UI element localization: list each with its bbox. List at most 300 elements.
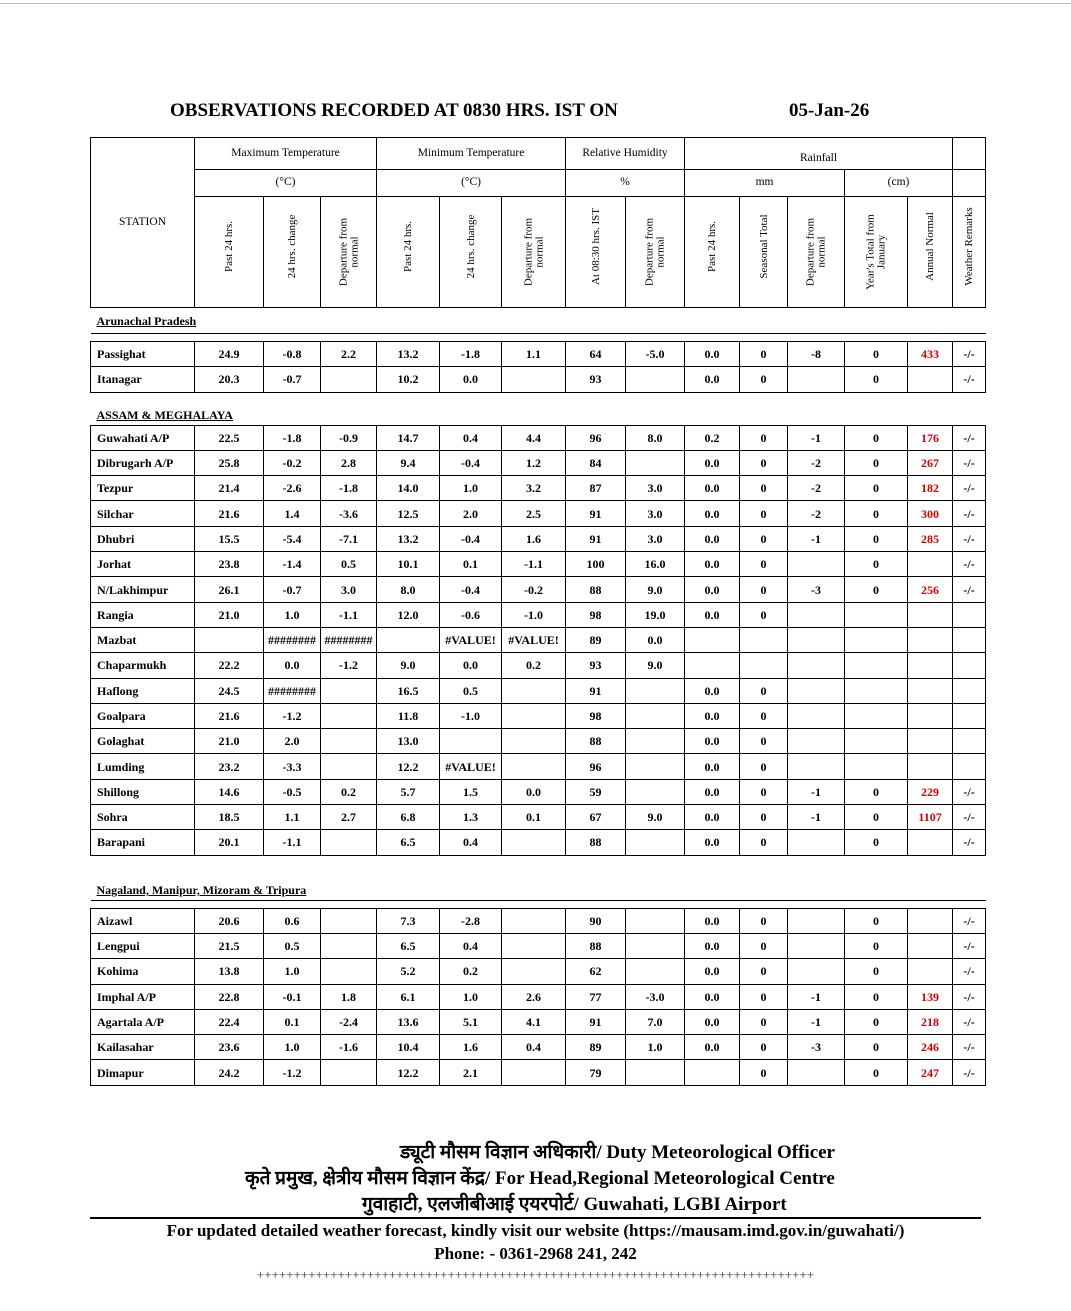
data-cell: 0 bbox=[845, 501, 908, 526]
data-cell: -/- bbox=[953, 501, 986, 526]
data-cell: -/- bbox=[953, 342, 986, 367]
station-name: Lumding bbox=[91, 754, 195, 779]
data-cell: 25.8 bbox=[195, 450, 264, 475]
data-cell: 8.0 bbox=[377, 577, 440, 602]
data-cell: 0.0 bbox=[685, 602, 740, 627]
data-cell bbox=[502, 959, 566, 984]
table-row bbox=[91, 342, 986, 367]
data-cell bbox=[502, 830, 566, 855]
data-cell bbox=[908, 627, 953, 652]
data-cell bbox=[788, 653, 845, 678]
data-cell: 0 bbox=[740, 342, 788, 367]
max-temp-unit: (°C) bbox=[195, 170, 377, 197]
data-cell: 0 bbox=[740, 984, 788, 1009]
station-name: Passighat bbox=[91, 342, 195, 367]
station-name: Aizawl bbox=[91, 908, 195, 933]
table-row bbox=[91, 577, 986, 602]
data-cell bbox=[953, 703, 986, 728]
data-cell: 87 bbox=[566, 476, 626, 501]
data-cell: 1.1 bbox=[264, 805, 321, 830]
data-cell: ######## bbox=[321, 627, 377, 652]
data-cell: 1.6 bbox=[440, 1035, 502, 1060]
data-cell: 0.0 bbox=[440, 653, 502, 678]
data-cell: 23.2 bbox=[195, 754, 264, 779]
data-cell: -3.3 bbox=[264, 754, 321, 779]
data-cell: 0.4 bbox=[440, 830, 502, 855]
data-cell: 21.6 bbox=[195, 501, 264, 526]
data-cell: ######## bbox=[264, 678, 321, 703]
data-cell: 22.5 bbox=[195, 425, 264, 450]
data-cell: 3.2 bbox=[502, 476, 566, 501]
data-cell: -3 bbox=[788, 1035, 845, 1060]
data-cell bbox=[626, 1060, 685, 1085]
subheader-cell: Weather Remarks bbox=[953, 197, 986, 308]
table-row bbox=[91, 984, 986, 1009]
data-cell: 0.0 bbox=[685, 779, 740, 804]
data-cell: 0 bbox=[740, 367, 788, 392]
data-cell: -0.6 bbox=[440, 602, 502, 627]
data-cell: 4.1 bbox=[502, 1009, 566, 1034]
station-name: Golaghat bbox=[91, 729, 195, 754]
data-cell: 1.8 bbox=[321, 984, 377, 1009]
data-cell: -0.2 bbox=[264, 450, 321, 475]
data-cell: 22.8 bbox=[195, 984, 264, 1009]
data-cell bbox=[953, 602, 986, 627]
data-cell bbox=[626, 830, 685, 855]
section-heading: Nagaland, Manipur, Mizoram & Tripura bbox=[96, 882, 307, 897]
data-cell: 256 bbox=[908, 577, 953, 602]
data-cell bbox=[845, 729, 908, 754]
subheader-cell: Year's Total from January bbox=[845, 197, 908, 308]
data-cell: 0 bbox=[845, 526, 908, 551]
station-name: Chaparmukh bbox=[91, 653, 195, 678]
data-cell bbox=[788, 908, 845, 933]
data-cell: -0.5 bbox=[264, 779, 321, 804]
data-cell: 2.8 bbox=[321, 450, 377, 475]
data-cell: 0 bbox=[740, 703, 788, 728]
data-cell bbox=[321, 830, 377, 855]
data-cell: 0.1 bbox=[502, 805, 566, 830]
data-cell: 0.0 bbox=[440, 367, 502, 392]
data-cell bbox=[788, 552, 845, 577]
data-cell: 1.1 bbox=[502, 342, 566, 367]
rainfall-header: Rainfall bbox=[685, 138, 953, 170]
data-cell: 0.2 bbox=[440, 959, 502, 984]
subheader-cell: Departure from normal bbox=[788, 197, 845, 308]
data-cell: 0 bbox=[845, 805, 908, 830]
data-cell: 2.7 bbox=[321, 805, 377, 830]
data-cell bbox=[740, 653, 788, 678]
data-cell bbox=[685, 1060, 740, 1085]
data-cell bbox=[685, 653, 740, 678]
data-cell: 1.5 bbox=[440, 779, 502, 804]
data-cell bbox=[502, 1060, 566, 1085]
data-cell: 12.5 bbox=[377, 501, 440, 526]
data-cell: 0 bbox=[740, 450, 788, 475]
table-row bbox=[91, 1009, 986, 1034]
station-name: Barapani bbox=[91, 830, 195, 855]
data-cell: -2 bbox=[788, 450, 845, 475]
data-cell: 0 bbox=[740, 1009, 788, 1034]
data-cell: 90 bbox=[566, 908, 626, 933]
data-cell: 0 bbox=[845, 552, 908, 577]
data-cell: 2.2 bbox=[321, 342, 377, 367]
data-cell: 3.0 bbox=[321, 577, 377, 602]
table-row bbox=[91, 933, 986, 958]
data-cell: -/- bbox=[953, 779, 986, 804]
data-cell: 247 bbox=[908, 1060, 953, 1085]
data-cell: 26.1 bbox=[195, 577, 264, 602]
data-cell: -5.4 bbox=[264, 526, 321, 551]
data-cell: 9.4 bbox=[377, 450, 440, 475]
data-cell: 6.8 bbox=[377, 805, 440, 830]
data-cell bbox=[321, 933, 377, 958]
data-cell: #VALUE! bbox=[502, 627, 566, 652]
data-cell: 0 bbox=[740, 754, 788, 779]
data-cell: 1.0 bbox=[626, 1035, 685, 1060]
data-cell: -1 bbox=[788, 779, 845, 804]
data-cell: 3.0 bbox=[626, 476, 685, 501]
data-cell bbox=[502, 729, 566, 754]
data-cell: 0.0 bbox=[685, 476, 740, 501]
data-cell: 20.3 bbox=[195, 367, 264, 392]
data-cell: 6.1 bbox=[377, 984, 440, 1009]
data-cell: 285 bbox=[908, 526, 953, 551]
subheader-cell: Past 24 hrs. bbox=[195, 197, 264, 308]
data-cell bbox=[321, 367, 377, 392]
data-cell: 0.0 bbox=[685, 1035, 740, 1060]
section-heading: Arunachal Pradesh bbox=[91, 308, 986, 334]
footer-head: कृते प्रमुख, क्षेत्रीय मौसम विज्ञान केंद्र/ For Head,Regional Meteorological Centre bbox=[245, 1168, 835, 1189]
data-cell: 5.2 bbox=[377, 959, 440, 984]
data-cell: 0 bbox=[740, 805, 788, 830]
data-cell: 98 bbox=[566, 703, 626, 728]
data-cell: -0.2 bbox=[502, 577, 566, 602]
data-cell: 0 bbox=[845, 1009, 908, 1034]
table-row bbox=[91, 959, 986, 984]
data-cell: -/- bbox=[953, 425, 986, 450]
data-cell: 0 bbox=[845, 577, 908, 602]
table-row bbox=[91, 476, 986, 501]
data-cell: 1.0 bbox=[440, 476, 502, 501]
data-cell bbox=[845, 627, 908, 652]
data-cell: 433 bbox=[908, 342, 953, 367]
data-cell bbox=[908, 729, 953, 754]
data-cell: 62 bbox=[566, 959, 626, 984]
data-cell: 13.0 bbox=[377, 729, 440, 754]
subheader-cell: 24 hrs. change bbox=[264, 197, 321, 308]
data-cell: 21.0 bbox=[195, 729, 264, 754]
table-row bbox=[91, 805, 986, 830]
data-cell: 0.2 bbox=[502, 653, 566, 678]
data-cell: 14.0 bbox=[377, 476, 440, 501]
table-row bbox=[91, 653, 986, 678]
data-cell bbox=[321, 729, 377, 754]
data-cell: 22.4 bbox=[195, 1009, 264, 1034]
data-cell bbox=[788, 754, 845, 779]
data-cell bbox=[908, 367, 953, 392]
subheader-cell: 24 hrs. change bbox=[440, 197, 502, 308]
data-cell: 18.5 bbox=[195, 805, 264, 830]
data-cell: -/- bbox=[953, 959, 986, 984]
data-cell: 13.2 bbox=[377, 342, 440, 367]
data-cell: 19.0 bbox=[626, 602, 685, 627]
station-name: Lengpui bbox=[91, 933, 195, 958]
data-cell: 9.0 bbox=[626, 653, 685, 678]
data-cell: 0 bbox=[845, 342, 908, 367]
data-cell: 2.0 bbox=[440, 501, 502, 526]
data-cell: 12.0 bbox=[377, 602, 440, 627]
data-cell: -1.0 bbox=[502, 602, 566, 627]
data-cell: 0.0 bbox=[685, 1009, 740, 1034]
data-cell: 0.0 bbox=[626, 627, 685, 652]
data-cell: 0 bbox=[845, 959, 908, 984]
data-cell: -3.6 bbox=[321, 501, 377, 526]
data-cell: 0 bbox=[740, 501, 788, 526]
station-name: Kohima bbox=[91, 959, 195, 984]
top-rule bbox=[0, 3, 1071, 4]
data-cell: 0.4 bbox=[440, 425, 502, 450]
data-cell: 0.2 bbox=[321, 779, 377, 804]
data-cell: 0 bbox=[740, 933, 788, 958]
data-cell: -/- bbox=[953, 526, 986, 551]
data-cell bbox=[953, 678, 986, 703]
data-cell: -0.8 bbox=[264, 342, 321, 367]
data-cell: 218 bbox=[908, 1009, 953, 1034]
data-cell: 88 bbox=[566, 933, 626, 958]
station-name: Agartala A/P bbox=[91, 1009, 195, 1034]
data-cell: 0.0 bbox=[685, 367, 740, 392]
data-cell bbox=[908, 754, 953, 779]
data-cell bbox=[626, 754, 685, 779]
data-cell: 1.0 bbox=[264, 959, 321, 984]
station-name: Haflong bbox=[91, 678, 195, 703]
table-row bbox=[91, 501, 986, 526]
data-cell bbox=[321, 754, 377, 779]
data-cell: -0.4 bbox=[440, 577, 502, 602]
data-cell: -1 bbox=[788, 805, 845, 830]
data-cell: 1.0 bbox=[440, 984, 502, 1009]
data-cell: -1.1 bbox=[264, 830, 321, 855]
table-row bbox=[91, 627, 986, 652]
data-cell: -/- bbox=[953, 367, 986, 392]
data-cell: 89 bbox=[566, 1035, 626, 1060]
subheader-cell: Departure from normal bbox=[321, 197, 377, 308]
data-cell bbox=[908, 830, 953, 855]
data-cell: 10.2 bbox=[377, 367, 440, 392]
section-heading: ASSAM & MEGHALAYA bbox=[91, 392, 986, 425]
data-cell: 21.6 bbox=[195, 703, 264, 728]
data-cell: 176 bbox=[908, 425, 953, 450]
footer-plus-line: ++++++++++++++++++++++++++++++++++++++++++++++++++++++++++++++++++++++++++++ bbox=[256, 1267, 815, 1282]
data-cell: 88 bbox=[566, 830, 626, 855]
data-cell: 1107 bbox=[908, 805, 953, 830]
data-cell: 0.0 bbox=[685, 908, 740, 933]
data-cell bbox=[953, 627, 986, 652]
data-cell bbox=[908, 602, 953, 627]
station-name: Tezpur bbox=[91, 476, 195, 501]
data-cell: -/- bbox=[953, 1009, 986, 1034]
data-cell: 246 bbox=[908, 1035, 953, 1060]
data-cell bbox=[788, 729, 845, 754]
data-cell bbox=[440, 729, 502, 754]
table-row bbox=[91, 552, 986, 577]
data-cell: 0.0 bbox=[685, 501, 740, 526]
data-cell: -1 bbox=[788, 984, 845, 1009]
data-cell: -0.1 bbox=[264, 984, 321, 1009]
data-cell bbox=[321, 908, 377, 933]
data-cell bbox=[953, 653, 986, 678]
data-cell bbox=[321, 1060, 377, 1085]
data-cell: 21.0 bbox=[195, 602, 264, 627]
data-cell: 9.0 bbox=[377, 653, 440, 678]
data-cell: 88 bbox=[566, 577, 626, 602]
data-cell: 0 bbox=[845, 984, 908, 1009]
data-cell: 0 bbox=[740, 779, 788, 804]
data-cell: -1.6 bbox=[321, 1035, 377, 1060]
data-cell: 89 bbox=[566, 627, 626, 652]
data-cell: -1.4 bbox=[264, 552, 321, 577]
data-cell: 5.7 bbox=[377, 779, 440, 804]
data-cell: -1.1 bbox=[502, 552, 566, 577]
subheader-cell: Seasonal Total bbox=[740, 197, 788, 308]
data-cell bbox=[626, 450, 685, 475]
data-cell: 0.1 bbox=[264, 1009, 321, 1034]
data-cell bbox=[626, 367, 685, 392]
data-cell: 98 bbox=[566, 602, 626, 627]
data-cell: 1.3 bbox=[440, 805, 502, 830]
data-cell: -1 bbox=[788, 1009, 845, 1034]
max-temp-header: Maximum Temperature bbox=[195, 138, 377, 170]
data-cell bbox=[626, 703, 685, 728]
data-cell: 84 bbox=[566, 450, 626, 475]
station-name: Itanagar bbox=[91, 367, 195, 392]
data-cell: 0.0 bbox=[685, 678, 740, 703]
data-cell: -1.1 bbox=[321, 602, 377, 627]
data-cell: 0 bbox=[845, 450, 908, 475]
table-row bbox=[91, 1060, 986, 1085]
data-cell: -/- bbox=[953, 908, 986, 933]
data-cell: -0.9 bbox=[321, 425, 377, 450]
station-name: Dibrugarh A/P bbox=[91, 450, 195, 475]
data-cell: 15.5 bbox=[195, 526, 264, 551]
station-name: Rangia bbox=[91, 602, 195, 627]
data-cell: 13.8 bbox=[195, 959, 264, 984]
data-cell: -1.8 bbox=[321, 476, 377, 501]
data-cell: 0.0 bbox=[685, 703, 740, 728]
table-row bbox=[91, 602, 986, 627]
data-cell bbox=[502, 754, 566, 779]
data-cell: 16.0 bbox=[626, 552, 685, 577]
data-cell bbox=[788, 602, 845, 627]
data-cell: 91 bbox=[566, 1009, 626, 1034]
data-cell: -0.4 bbox=[440, 526, 502, 551]
data-cell: 24.5 bbox=[195, 678, 264, 703]
data-cell: 0 bbox=[740, 577, 788, 602]
data-cell bbox=[502, 933, 566, 958]
table-row bbox=[91, 678, 986, 703]
data-cell: 0 bbox=[845, 1035, 908, 1060]
observations-table bbox=[90, 137, 986, 1086]
data-cell: 0.0 bbox=[502, 779, 566, 804]
data-cell bbox=[685, 627, 740, 652]
data-cell: 10.4 bbox=[377, 1035, 440, 1060]
subheader-cell: Past 24 hrs. bbox=[377, 197, 440, 308]
data-cell: 300 bbox=[908, 501, 953, 526]
data-cell: -/- bbox=[953, 933, 986, 958]
data-cell bbox=[788, 627, 845, 652]
data-cell bbox=[321, 703, 377, 728]
data-cell: -5.0 bbox=[626, 342, 685, 367]
data-cell: 93 bbox=[566, 367, 626, 392]
data-cell: 0 bbox=[740, 959, 788, 984]
data-cell: 0 bbox=[845, 779, 908, 804]
data-cell: 0.0 bbox=[685, 450, 740, 475]
data-cell: 0 bbox=[845, 367, 908, 392]
data-cell: 0.4 bbox=[502, 1035, 566, 1060]
page-title: OBSERVATIONS RECORDED AT 0830 HRS. IST ON bbox=[170, 100, 618, 121]
data-cell bbox=[626, 908, 685, 933]
data-cell: -1.8 bbox=[440, 342, 502, 367]
data-cell bbox=[195, 627, 264, 652]
data-cell: 1.0 bbox=[264, 1035, 321, 1060]
data-cell bbox=[908, 959, 953, 984]
table-row bbox=[91, 830, 986, 855]
data-cell: 0 bbox=[845, 1060, 908, 1085]
data-cell bbox=[908, 653, 953, 678]
data-cell: 13.6 bbox=[377, 1009, 440, 1034]
station-header: STATION bbox=[91, 138, 195, 308]
data-cell: 0.4 bbox=[440, 933, 502, 958]
data-cell bbox=[377, 627, 440, 652]
data-cell: -/- bbox=[953, 450, 986, 475]
data-cell: 182 bbox=[908, 476, 953, 501]
data-cell: 1.6 bbox=[502, 526, 566, 551]
min-temp-unit: (°C) bbox=[377, 170, 566, 197]
data-cell: 0.5 bbox=[321, 552, 377, 577]
station-name: N/Lakhimpur bbox=[91, 577, 195, 602]
station-name: Jorhat bbox=[91, 552, 195, 577]
data-cell: 0 bbox=[845, 933, 908, 958]
data-cell: -2.4 bbox=[321, 1009, 377, 1034]
data-cell: 1.2 bbox=[502, 450, 566, 475]
data-cell: 0 bbox=[740, 476, 788, 501]
data-cell: 79 bbox=[566, 1060, 626, 1085]
data-cell: 23.8 bbox=[195, 552, 264, 577]
data-cell: 0.2 bbox=[685, 425, 740, 450]
data-cell: 7.0 bbox=[626, 1009, 685, 1034]
data-cell bbox=[321, 678, 377, 703]
table-row bbox=[91, 367, 986, 392]
data-cell: 9.0 bbox=[626, 577, 685, 602]
station-name: Imphal A/P bbox=[91, 984, 195, 1009]
data-cell: 267 bbox=[908, 450, 953, 475]
subheader-cell: Annual Normal bbox=[908, 197, 953, 308]
data-cell: 4.4 bbox=[502, 425, 566, 450]
data-cell: 0 bbox=[740, 830, 788, 855]
station-name: Goalpara bbox=[91, 703, 195, 728]
data-cell bbox=[788, 367, 845, 392]
data-cell: 64 bbox=[566, 342, 626, 367]
station-name: Mazbat bbox=[91, 627, 195, 652]
table-row bbox=[91, 908, 986, 933]
data-cell: -7.1 bbox=[321, 526, 377, 551]
data-cell: 13.2 bbox=[377, 526, 440, 551]
data-cell: 2.5 bbox=[502, 501, 566, 526]
data-cell bbox=[908, 552, 953, 577]
data-cell: 0.0 bbox=[685, 830, 740, 855]
data-cell bbox=[740, 627, 788, 652]
